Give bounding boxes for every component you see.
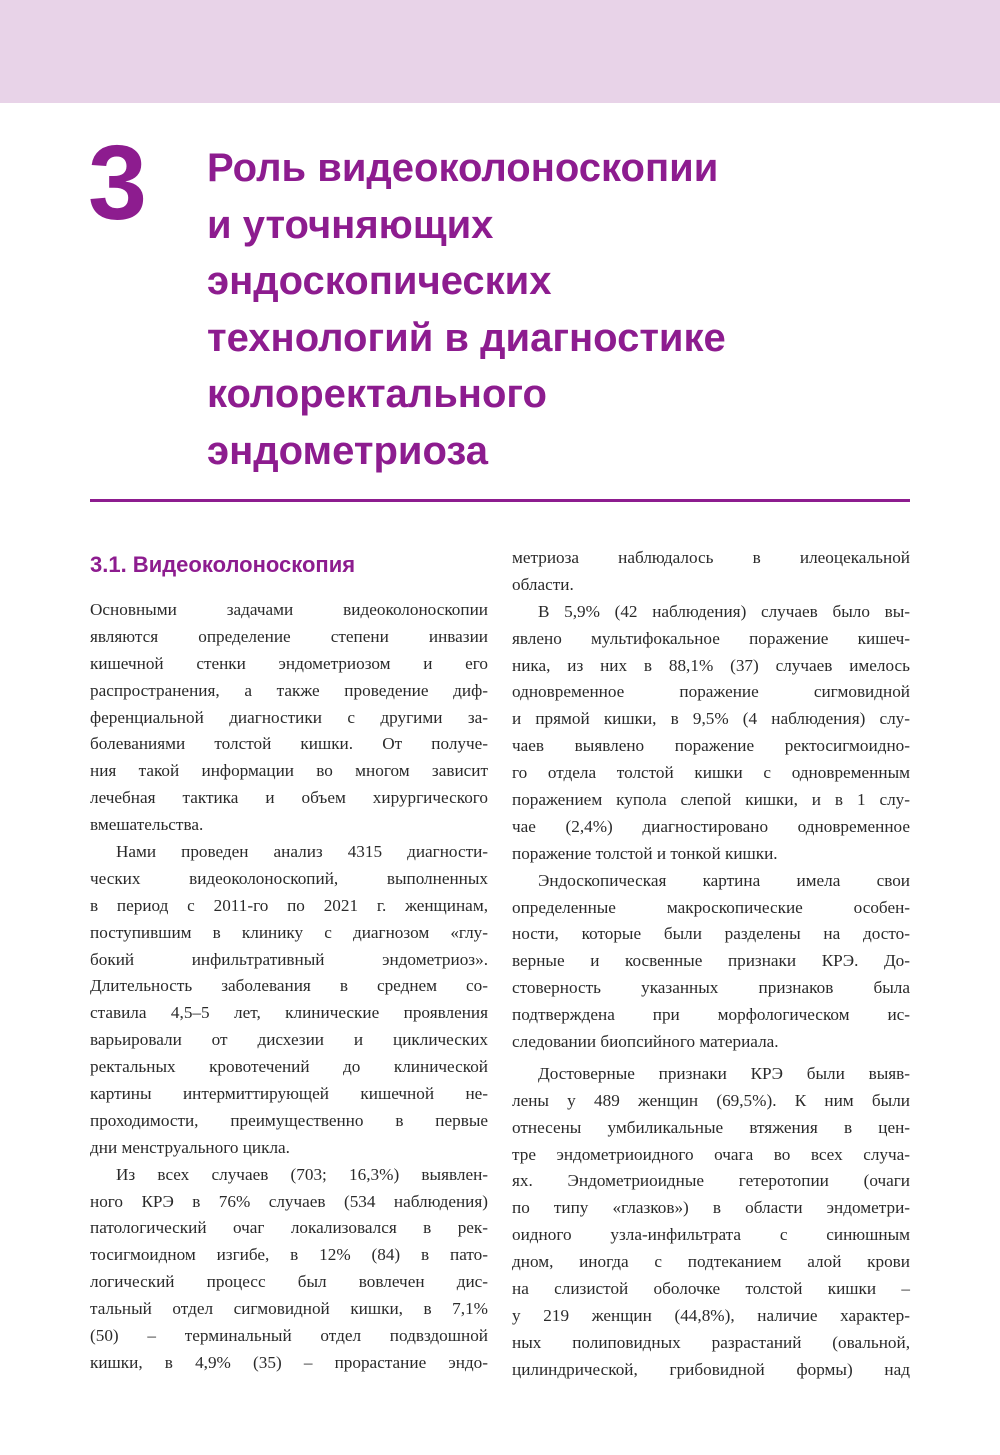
text-line: по типу «глазков») в области эндометри- — [512, 1198, 910, 1218]
paragraph — [90, 839, 488, 1162]
text-line: в период с 2011-го по 2021 г. женщинам, — [90, 895, 488, 915]
text-line: одновременное поражение сигмовидной — [512, 682, 910, 702]
text-line: оидного узла-инфильтрата с синюшным — [512, 1225, 910, 1245]
text-line: тальный отдел сигмовидной кишки, в 7,1% — [90, 1299, 488, 1319]
text-line: чае (2,4%) диагностировано одновременное — [512, 816, 910, 836]
text-line: явлено мультифокальное поражение кишеч- — [512, 628, 910, 648]
text-line: дном, иногда с подтеканием алой крови — [512, 1252, 910, 1272]
text-line: варьировали от дисхезии и циклических — [90, 1030, 488, 1050]
chapter-title-line: эндоскопических — [207, 259, 552, 303]
text-line: тре эндометриоидного очага во всех случа- — [512, 1144, 910, 1164]
text-line: ника, из них в 88,1% (37) случаев имелось — [512, 655, 910, 675]
header-band — [0, 0, 1000, 103]
text-line: кишки, в 4,9% (35) – прорастание эндо- — [90, 1352, 488, 1372]
text-line: Основными задачами видеоколоноскопии — [90, 600, 488, 619]
text-line: вмешательства. — [90, 815, 204, 835]
text-line: проходимости, преимущественно в первые — [90, 1110, 488, 1130]
text-line: Из всех случаев (703; 16,3%) выявлен- — [116, 1164, 488, 1184]
text-line: распространения, а также проведение диф- — [90, 680, 488, 700]
text-line: следовании биопсийного материала. — [512, 1032, 779, 1052]
text-line: подтверждена при морфологическом ис- — [512, 1005, 910, 1025]
text-line: болеваниями толстой кишки. От получе- — [90, 734, 488, 754]
left-column — [90, 597, 488, 1377]
chapter-title-line: и уточняющих — [207, 202, 494, 247]
chapter-title-line: эндометриоза — [207, 428, 488, 473]
text-line: ях. Эндометриоидные гетеротопии (очаги — [512, 1171, 910, 1191]
paragraph — [512, 868, 910, 1056]
text-line: Длительность заболевания в среднем со- — [90, 976, 488, 996]
text-line: области. — [512, 574, 574, 594]
text-line: у 219 женщин (44,8%), наличие характер- — [512, 1305, 910, 1325]
text-line: и прямой кишки, в 9,5% (4 наблюдения) слу- — [512, 709, 910, 729]
text-line: тосигмоидном изгибе, в 12% (84) в пато- — [90, 1245, 488, 1265]
text-line: Достоверные признаки КРЭ были выяв- — [538, 1063, 910, 1083]
text-line: ректальных кровотечений до клинической — [90, 1057, 488, 1077]
text-line: ференциальной диагностики с другими за- — [90, 707, 488, 727]
text-line: метриоза наблюдалось в илеоцекальной — [512, 548, 910, 567]
text-line: дни менструального цикла. — [90, 1137, 290, 1157]
chapter-number: 3 — [88, 124, 147, 242]
text-line: Эндоскопическая картина имела свои — [538, 870, 910, 890]
text-line: Нами проведен анализ 4315 диагности- — [116, 842, 488, 862]
chapter-title-line: колоректального — [207, 372, 547, 416]
text-line: лены у 489 женщин (69,5%). К ним были — [512, 1090, 910, 1110]
text-line: го отдела толстой кишки с одновременным — [512, 763, 910, 783]
paragraph — [512, 599, 910, 868]
title-divider — [90, 499, 910, 502]
chapter-title-line: Роль видеоколоноскопии — [207, 146, 719, 190]
text-line: бокий инфильтративный эндометриоз». — [90, 949, 488, 969]
paragraph — [90, 1162, 488, 1377]
text-line: лечебная тактика и объем хирургического — [90, 788, 488, 808]
right-column — [512, 545, 910, 1384]
chapter-title-line: технологий в диагностике — [207, 315, 726, 360]
paragraph — [512, 545, 910, 599]
text-line: поражением купола слепой кишки, и в 1 слу- — [512, 790, 910, 810]
chapter-title — [207, 140, 927, 479]
text-line: ного КРЭ в 76% случаев (534 наблюдения) — [90, 1191, 488, 1211]
text-line: В 5,9% (42 наблюдения) случаев было вы- — [538, 601, 910, 621]
text-line: отнесены умбиликальные втяжения в цен- — [512, 1117, 910, 1137]
text-line: ния такой информации во многом зависит — [90, 761, 488, 781]
text-line: ческих видеоколоноскопий, выполненных — [90, 868, 488, 888]
text-line: ных полиповидных разрастаний (овальной, — [512, 1332, 910, 1352]
section-heading: 3.1. Видеоколоноскопия — [90, 552, 356, 577]
text-line: логический процесс был вовлечен дис- — [90, 1272, 488, 1292]
text-line: определенные макроскопические особен- — [512, 897, 910, 917]
text-line: являются определение степени инвазии — [90, 626, 488, 646]
text-line: чаев выявлено поражение ректосигмоидно- — [512, 736, 910, 756]
text-line: поступившим в клинику с диагнозом «глу- — [90, 922, 488, 942]
text-line: на слизистой оболочке толстой кишки – — [512, 1279, 910, 1299]
text-line: (50) – терминальный отдел подвздошной — [90, 1326, 488, 1346]
text-line: патологический очаг локализовался в рек- — [90, 1218, 488, 1238]
text-line: кишечной стенки эндометриозом и его — [90, 653, 488, 673]
text-line: ности, которые были разделены на досто- — [512, 924, 910, 944]
text-line: стоверность указанных признаков была — [512, 978, 910, 998]
text-line: верные и косвенные признаки КРЭ. До- — [512, 951, 910, 971]
text-line: поражение толстой и тонкой кишки. — [512, 843, 778, 863]
text-line: ставила 4,5–5 лет, клинические проявления — [90, 1003, 488, 1023]
text-line: цилиндрической, грибовидной формы) над — [512, 1359, 910, 1379]
paragraph — [90, 597, 488, 839]
text-line: картины интермиттирующей кишечной не- — [90, 1084, 488, 1104]
paragraph — [512, 1061, 910, 1384]
